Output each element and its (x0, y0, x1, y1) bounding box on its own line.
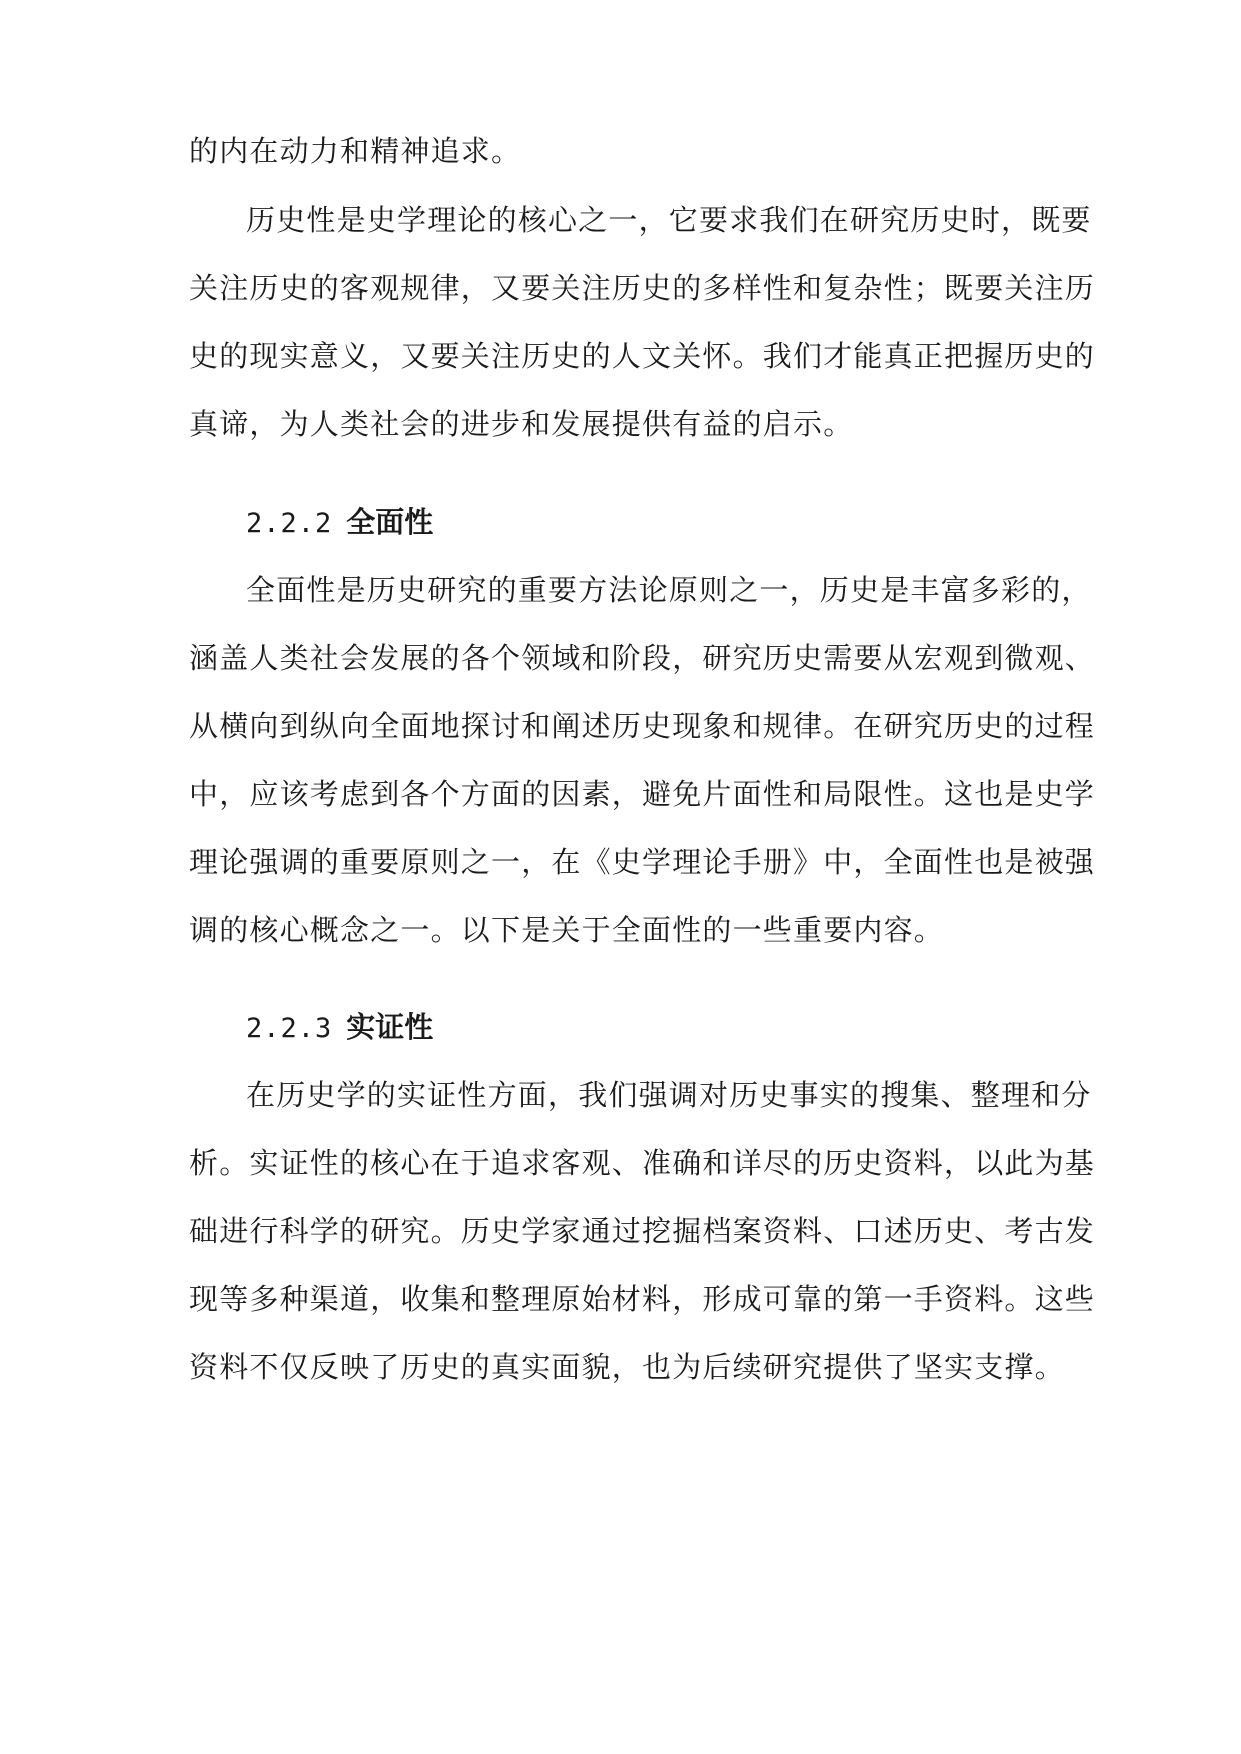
paragraph-line: 现等多种渠道，收集和整理原始材料，形成可靠的第一手资料。这些 (189, 1282, 1096, 1316)
paragraph-line: 中，应该考虑到各个方面的因素，避免片面性和局限性。这也是史学 (189, 777, 1096, 811)
section-heading-2-2-2 (246, 502, 433, 544)
paragraph-line: 资料不仅反映了历史的真实面貌，也为后续研究提供了坚实支撑。 (189, 1350, 1065, 1384)
paragraph-line: 真谛，为人类社会的进步和发展提供有益的启示。 (189, 407, 854, 441)
paragraph-line: 析。实证性的核心在于追求客观、准确和详尽的历史资料，以此为基 (189, 1146, 1096, 1180)
paragraph-line: 从横向到纵向全面地探讨和阐述历史现象和规律。在研究历史的过程 (189, 709, 1096, 743)
section-title: 实证性 (346, 1010, 434, 1044)
paragraph-line: 涵盖人类社会发展的各个领域和阶段，研究历史需要从宏观到微观、 (189, 641, 1096, 675)
paragraph-line: 在历史学的实证性方面，我们强调对历史事实的搜集、整理和分 (246, 1078, 1092, 1112)
paragraph-line: 关注历史的客观规律，又要关注历史的多样性和复杂性；既要关注历 (189, 271, 1096, 305)
section-number: 2.2.3 (246, 1013, 333, 1044)
section-number: 2.2.2 (246, 508, 333, 539)
paragraph-line: 理论强调的重要原则之一，在《史学理论手册》中，全面性也是被强 (189, 845, 1096, 879)
paragraph-line: 历史性是史学理论的核心之一，它要求我们在研究历史时，既要 (246, 203, 1092, 237)
paragraph-line: 调的核心概念之一。以下是关于全面性的一些重要内容。 (189, 913, 945, 947)
section-title: 全面性 (346, 505, 434, 539)
paragraph-line: 的内在动力和精神追求。 (189, 134, 522, 168)
section-heading-2-2-3 (246, 1007, 433, 1049)
paragraph-line: 全面性是历史研究的重要方法论原则之一，历史是丰富多彩的， (246, 573, 1092, 607)
paragraph-line: 础进行科学的研究。历史学家通过挖掘档案资料、口述历史、考古发 (189, 1214, 1096, 1248)
paragraph-line: 史的现实意义，又要关注历史的人文关怀。我们才能真正把握历史的 (189, 339, 1096, 373)
